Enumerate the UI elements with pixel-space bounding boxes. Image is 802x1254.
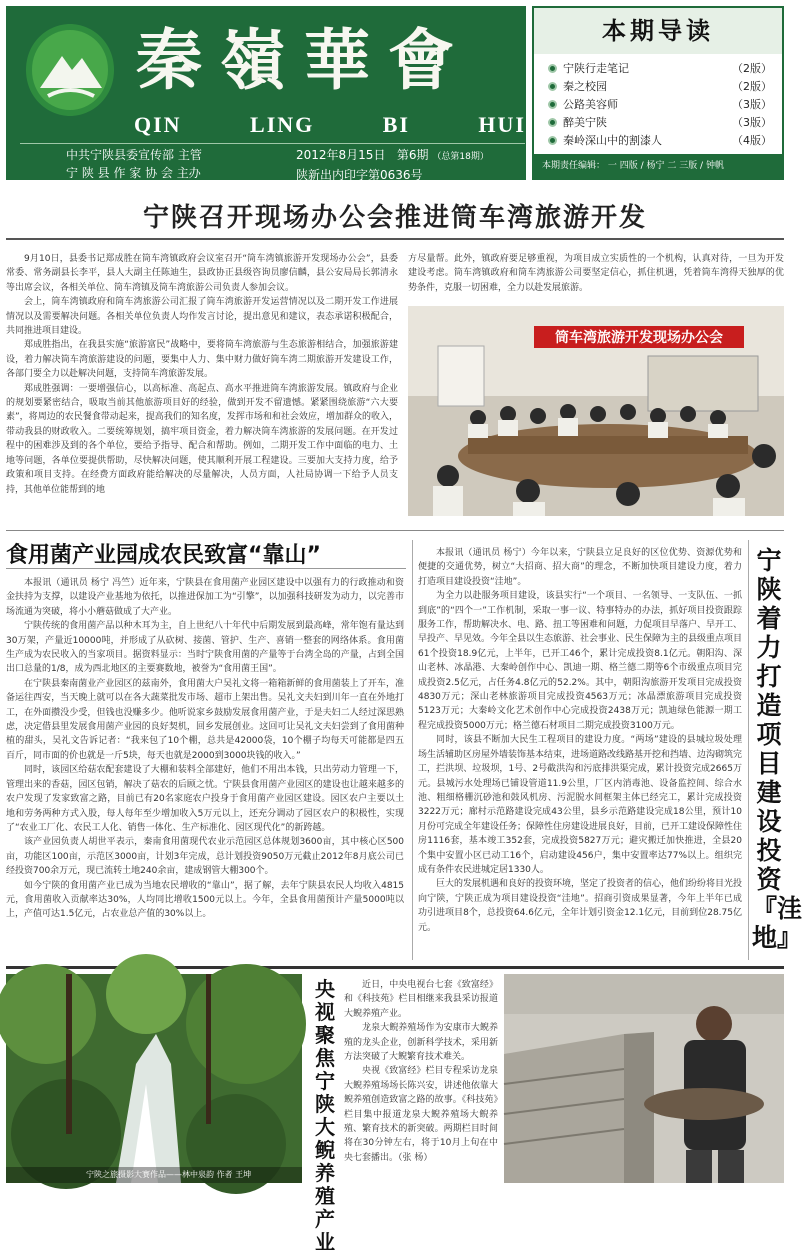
title-en-word: HUI — [478, 112, 526, 137]
meeting-photo — [408, 306, 784, 516]
guide-item-label: 公路美容师 — [563, 98, 618, 111]
article2-paragraph: 同时，该园区给菇农配套建设了大棚和装料全部建好，他们不用出本钱，只出劳动力管理一下，管理出来的香菇，园区包销，解决了菇农的后顾之忧。宁陕县食用菌产业园区的建设也让越来越多的农户发现了发家致富之路，目前已有20名家庭农户投身于食用菌产业园区建设。园区农户主要以土地和劳务两种方式入股，每人每年至少增加收入5万元以上，还充分调动了园区农户的积极性，实现了“农业工厂化、农民工人化、销售一体化、生产标准化、园区现代化”的新跨越。 — [6, 765, 404, 833]
article1-headline[interactable]: 宁陕召开现场办公会推进筒车湾旅游开发 — [142, 203, 647, 233]
guide-item-page: （2版） — [732, 80, 772, 93]
mountain-logo-icon — [20, 20, 120, 120]
article1-paragraph-continued: 方尽量帮。此外，镇政府要足够重视，为项目成立实质性的一个机构，认真对待，一旦为开发建设考虑。筒车湾镇政府和筒车湾旅游公司要坚定信心，抓住机遇，凭着筒车湾得天独厚的优势条件，克服一切困难，全力以赴发展旅游。 — [408, 254, 784, 293]
publisher-info — [66, 146, 202, 182]
article2-paragraph: 在宁陕县秦南菌业产业园区的兹南外，食用菌大户吴礼文将一箱箱新鲜的食用菌装上了开车，准备运往西安，当天晚上就可以在各大蔬菜批发市场、超市上架出售。吴礼文夫妇到川年一直在外地打工，在外面攒没少受，但钱也没赚多少。他听说家乡鼓励发展食用菌产业，于是夫妇二人经过深思熟虑，决定借县里发展食用菌产业园的良好契机，回乡发展创业。这回可让吴礼文夫妇尝到了食用菌种植的甜头，吴礼文告诉记者：“我来包了10个棚，总共是42000袋，10个棚子均每天可能都是四五百斤，同市面的价也就是一斤5块，每天也就是2000到3000块钱的收入。” — [6, 678, 404, 761]
issue-total: （总第18期） — [432, 152, 489, 162]
article2-paragraph: 该产业园负责人胡世平表示，秦南食用菌现代农业示范园区总体规划3600亩，其中核心区500亩，功能区100亩，示范区3000亩，计划3年完成，总计划投资9050万元截止2012年8月底公司已经投资700余万元，现已流转土地240余亩，建成钢管大棚300个。 — [6, 837, 404, 877]
article3-body — [418, 546, 742, 960]
article2-paragraph: 本报讯（通讯员 杨宁 冯竺）近年来，宁陕县在食用菌产业园区建设中以强有力的行政推动和资金扶持为支撑，以建设产业基地为依托，以推进保加工为“引擎”，以加强科技研发为动力，以完善市场流通为突破，将小小蘑菇做成了大产业。 — [6, 578, 404, 617]
guide-item[interactable] — [548, 114, 772, 132]
article2-paragraph: 如今宁陕的食用菌产业已成为当地农民增收的“靠山”，据了解，去年宁陕县农民人均收入4815元，食用菌收入贡献率达30%，人均同比增收1500元以上。今年，全县食用菌预计产量5000吨以上，产值可达1.5亿元，占农业总产值的30%以上。 — [6, 880, 404, 920]
guide-item-page: （3版） — [732, 116, 772, 129]
article2-headline[interactable]: 食用菌产业园成农民致富“靠山” — [6, 543, 321, 568]
bullet-icon — [548, 118, 557, 127]
article4-headline[interactable]: 央视聚焦宁陕大鲵养殖产业 — [315, 977, 335, 1254]
article4-paragraph: 央视《致富经》栏目专程采访龙泉大鲵养殖场场长陈兴安，讲述他依靠大鲵养殖创造致富之路的故事。《科技苑》栏目集中报道龙泉大鲵养殖场大鲵养殖、繁育技术的新突破。两期栏目时间将在30分钟左右，将于10月上旬在中央七套播出。（张 杨） — [344, 1066, 498, 1163]
photo-banner-text: 筒车湾旅游开发现场办公会 — [555, 330, 723, 346]
bullet-icon — [548, 82, 557, 91]
guide-item-label: 秦岭深山中的割漆人 — [563, 134, 662, 147]
headline-divider — [6, 238, 784, 240]
title-en-word: QIN — [134, 112, 182, 137]
bullet-icon — [548, 64, 557, 73]
bullet-icon — [548, 100, 557, 109]
guide-item-page: （2版） — [732, 62, 772, 75]
salamander-farm-photo — [504, 974, 784, 1183]
host-line: 中共宁陕县委宣传部 主管 — [66, 148, 202, 162]
article4-paragraph: 近日，中央电视台七套《致富经》和《科技苑》栏目相继来我县采访报道大鲵养殖产业。 — [344, 980, 498, 1019]
article1-paragraph: 会上，筒车湾镇政府和筒车湾旅游公司汇报了筒车湾旅游开发运营情况以及二期开发工作进展情况以及需要解决问题。各相关单位负责人均作发言讨论，提出意见和建议，表态承诺积极配合，共同推进项目建设。 — [6, 297, 398, 337]
article3-paragraph: 同时，该县不断加大民生工程项目的建设力度。“两场”建设的县城垃圾处理场生活辅助区房屋外墙装饰基本结束，进场道路改线路基开挖和挡墙、边沟砌筑完工，拦洪坝、垃圾坝，1号、2号截洪沟和污底排洪渠完成，累计投资完成2665万元。县城污水处理场已铺设管道11.9公里，厂区内消毒池、设备监控间、综合水池、粗细格栅沉砂池和鼓风机房、污泥脱水间框架主体已经完工，累计完成投资3222万元；廊村示范路建设完成43公里，县乡示范路建设完成18公里，预计10月份可完成全年建设任务；保障性住房建设进展良好，目前，已开工建设保障性住房1116套，基本竣工352套，完成投资5827万元；避灾搬迁加快推进，全县20个集中安置小区已动工16个，启动建设456户，集中安置率达77%以上。组织完成有条件农民进城定居1330人。 — [418, 735, 743, 875]
guide-item[interactable] — [548, 60, 772, 78]
guide-item-label: 秦之校园 — [563, 80, 607, 93]
photo-caption: 宁陕之旅摄影大赛作品——林中泉韵 作者 王坤 — [6, 1167, 302, 1183]
article4-paragraph: 龙泉大鲵养殖场作为安康市大鲵养殖的龙头企业，创新科学技术，采用新方法突破了大鲵繁育技术难关。 — [344, 1023, 498, 1063]
article1-paragraph: 郑成胜强调：一要增强信心，以高标准、高起点、高水平推进筒车湾旅游发展。镇政府与企业的规划要紧密结合，吸取当前其他旅游项目好的经验，做到开发不留遗憾。紧紧围绕旅游“六大要素”，将周边的农民餐食带动起来，提高我们的知名度，发挥市场和和社会效应，增加群众的收入，带动我县的财政收入。二要统筹规划，搞牢项目资金，着力解决筒车湾旅游的发展问题。在开发过程中的困难涉及到的各个单位，要给予指导、配合和帮助。例如，二期开发工作中面临的电力、土地等问题，各单位要提供帮助，尽快解决问题，使其顺利开展工程建设。三要加大支持力度，给予政策和项目支持。在经费方面政府能给解决的尽量解决，人员方面，人社局协调一下给予人员支持，其他单位能帮到的地 — [6, 383, 398, 495]
guide-item-page: （3版） — [732, 98, 772, 111]
article3-paragraph: 为全力以赴服务项目建设，该县实行“一个项目、一名领导、一支队伍、一抓到底”的“四个一”工作机制，采取一事一议、特事特办的办法，抓好项目投资跟踪服务工作，帮助解决水、电、路、扭工等困难和问题，力促项目早落户、早开工、早投产、早见效。今年全县以生态旅游、社会事业、民生保障为主的县级重点项目61个投资18.9亿元，上半年，已开工46个，累计完成投资8.1亿元。朝阳沟、深山老林、冰晶港、大秦岭创作中心、凯迪一期、格兰德二期等6个市级重点项目完成投资2.5亿元，占任务4.8亿元的52.2%。其中，朝阳沟旅游开发项目完成投资4830万元；深山老林旅游项目完成投资4563万元；冰晶漂旅游项目完成投资5123万元；大秦岭文化艺术创作中心完成投资2438万元；凯迪绿色能源一期工程完成投资5000万元；格兰德石材项目二期完成投资3100万元。 — [418, 591, 743, 731]
guide-item[interactable] — [548, 96, 772, 114]
section-divider — [6, 530, 784, 531]
guide-item-page: （4版） — [732, 134, 772, 147]
issue-info — [296, 146, 489, 184]
guide-item[interactable] — [548, 132, 772, 150]
article1-body — [6, 252, 398, 512]
guide-item-label: 醉美宁陕 — [563, 116, 607, 129]
newspaper-title: 秦嶺華會 — [136, 21, 472, 99]
newspaper-title-en — [134, 112, 526, 138]
article1-body-continued — [408, 252, 784, 306]
headline-underline — [6, 568, 406, 569]
issue-guide — [532, 6, 784, 180]
masthead-divider — [20, 143, 525, 144]
guide-item-label: 宁陕行走笔记 — [563, 62, 629, 75]
article4-body — [344, 978, 498, 1183]
article1-paragraph: 9月10日，县委书记郑成胜在筒车湾镇政府会议室召开“筒车湾镇旅游开发现场办公会”，县委常委、常务副县长李平，县人大副主任陈迪生，县政协正县级咨询员廖信麟，县公安局局长郭清永等出席会议，各相关单位、筒车湾镇及筒车湾旅游公司负责人参加会议。 — [6, 254, 398, 293]
guide-editors: 本期责任编辑： 一 四版 / 杨宁 二 三版 / 钟帆 — [534, 154, 782, 178]
article2-paragraph: 宁陕传统的食用菌产品以种木耳为主，自上世纪八十年代中后期发展到最高峰，常年饱有量达到30万架，产量近10000吨，并形成了从砍树、接菌、管护、生产、喜销一整套的网络体系。食用菌生产成为农民收入的当家项目。据资料显示：当时宁陕食用菌的产量等于台湾全岛的产量，占到全国出口总量的1/8，成为西北地区的主要赛数地，被誉为“食用菌王国”。 — [6, 621, 404, 675]
bullet-icon — [548, 136, 557, 145]
title-en-word: LING — [250, 112, 315, 137]
article2-body — [6, 576, 404, 960]
sponsor-line: 宁 陕 县 作 家 协 会 主办 — [66, 166, 201, 180]
issue-number: 第6期 — [396, 148, 429, 162]
issue-date: 2012年8月15日 — [296, 148, 386, 162]
guide-title: 本期导读 — [534, 8, 782, 54]
print-permit: 陕新出内印字第0636号 — [296, 168, 423, 182]
article1-paragraph: 郑成胜指出，在我县实施“旅游富民”战略中，要将筒车湾旅游与生态旅游相结合，加强旅游建设，着力解决筒车湾旅游建设的问题，要集中人力、集中财力做好筒车湾二期旅游开发建设工作，各部门要全力以赴解决问题，支持筒车湾旅游发展。 — [6, 340, 398, 380]
column-divider — [748, 540, 749, 960]
column-divider — [412, 540, 413, 960]
masthead — [0, 0, 790, 183]
guide-list — [534, 54, 782, 150]
article3-paragraph: 巨大的发展机遇和良好的投资环境，坚定了投资者的信心，他们纷纷将目光投向宁陕，宁陕正成为项目建设投资“洼地”。招商引资成果显著，今年上半年已成功引进项目8个，总投资64.6亿元，全年计划引资金12.1亿元，目前到位28.75亿元。 — [418, 879, 743, 933]
guide-item[interactable] — [548, 78, 772, 96]
title-en-word: BI — [382, 112, 410, 137]
article3-paragraph: 本报讯（通讯员 杨宁）今年以来，宁陕县立足良好的区位优势、资源优势和便捷的交通优势，树立“大招商、招大商”的理念，不断加快项目建设力度，着力打造项目建设投资“洼地”。 — [418, 548, 742, 587]
waterfall-photo — [6, 974, 302, 1183]
article3-headline[interactable]: 宁陕着力打造项目建设投资『洼地』 — [752, 546, 802, 952]
